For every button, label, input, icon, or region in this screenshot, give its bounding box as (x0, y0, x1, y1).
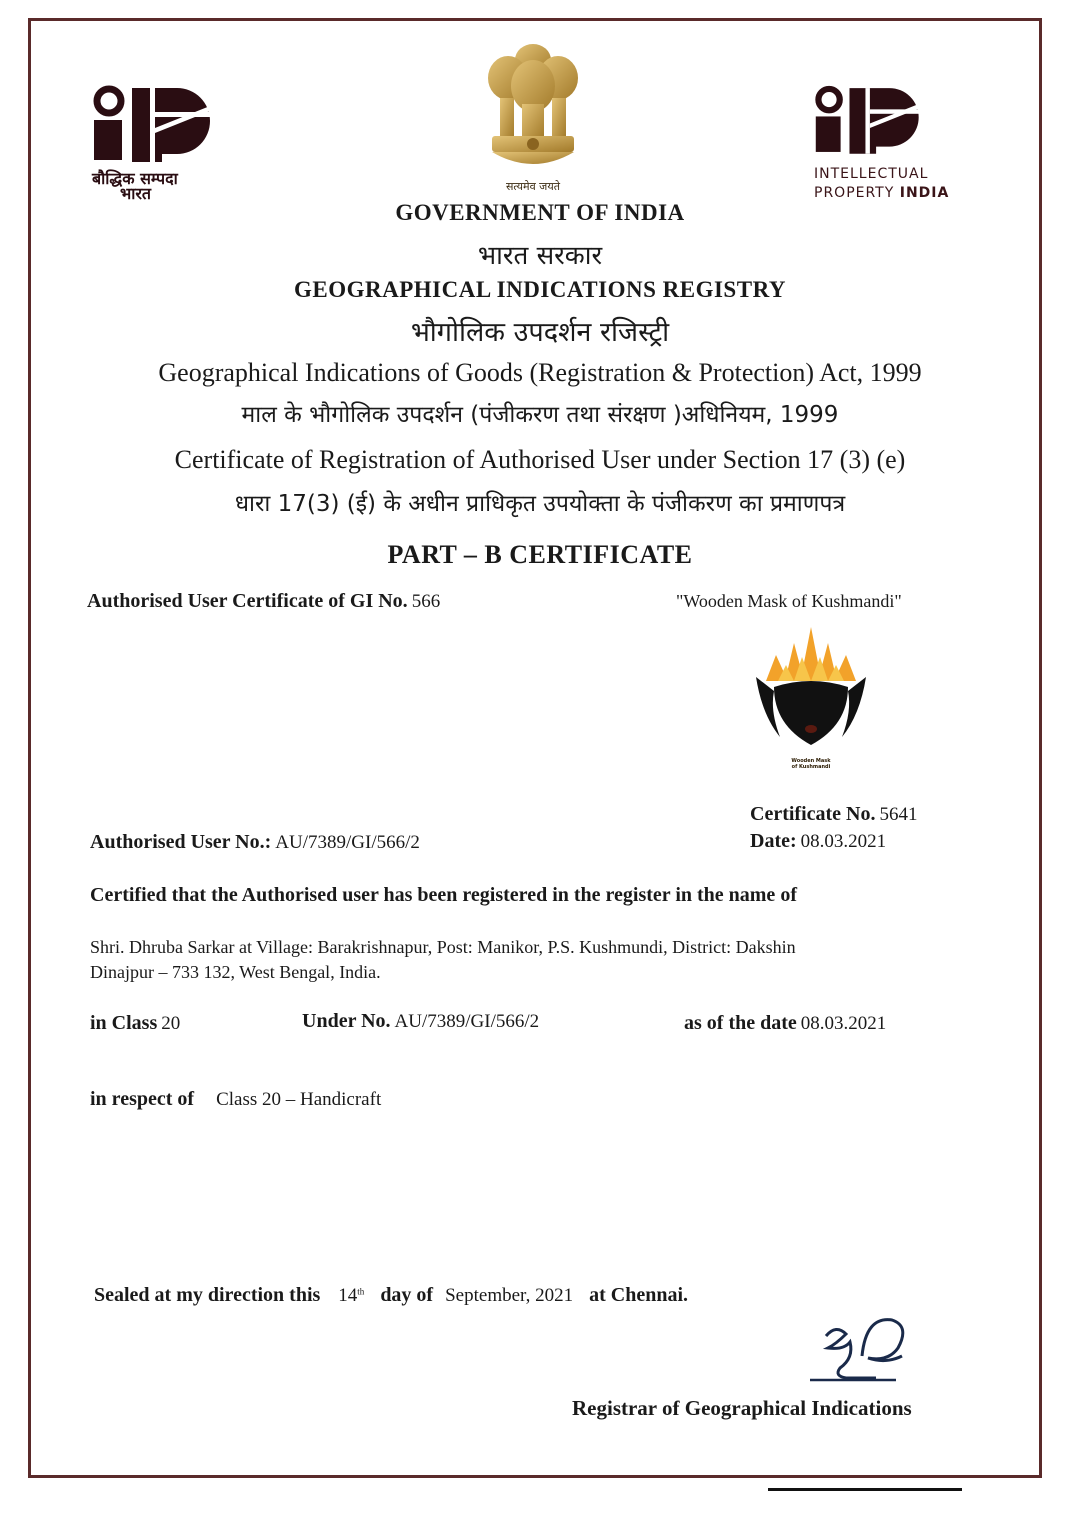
part-b-heading: PART – B CERTIFICATE (387, 540, 693, 569)
sealed-place: at Chennai. (589, 1284, 689, 1306)
bottom-rule (768, 1488, 962, 1491)
registrar-title: Registrar of Geographical Indications (572, 1396, 912, 1420)
in-respect-of-line (90, 1088, 381, 1111)
certificate-no-value: 5641 (879, 804, 918, 825)
mask-caption-1: Wooden Mask (791, 758, 831, 764)
act-title-hindi: माल के भौगोलिक उपदर्शन (पंजीकरण तथा संरक्षण )अधिनियम, 1999 (241, 402, 839, 428)
as-of-date-line (684, 1012, 886, 1035)
class-label: in Class (90, 1012, 158, 1034)
authorised-user-number-line (90, 831, 420, 854)
emblem-motto: सत्यमेव जयते (505, 180, 560, 193)
certificate-no-label: Certificate No. (750, 803, 876, 825)
under-number-line (302, 1010, 539, 1033)
certificate-date-value: 08.03.2021 (800, 831, 887, 852)
as-of-date-value: 08.03.2021 (800, 1013, 887, 1034)
address-line-1: Shri. Dhruba Sarkar at Village: Barakrishnapur, Post: Manikor, P.S. Kushmundi, District: Dakshin (90, 937, 796, 957)
sealed-day: 14 (338, 1285, 358, 1306)
ip-logo-line2b: INDIA (899, 185, 950, 201)
class-value: 20 (161, 1013, 181, 1034)
registry-title-hindi: भौगोलिक उपदर्शन रजिस्ट्री (410, 317, 670, 348)
address-line-2: Dinajpur – 733 132, West Bengal, India. (90, 962, 381, 982)
registry-title: GEOGRAPHICAL INDICATIONS REGISTRY (294, 277, 786, 302)
authorised-user-no-label: Authorised User No.: (90, 831, 272, 853)
as-of-date-label: as of the date (684, 1012, 797, 1034)
certified-statement: Certified that the Authorised user has been registered in the register in the name of (90, 884, 797, 906)
gi-label: Authorised User Certificate of GI No. (87, 590, 408, 612)
in-respect-of-value: Class 20 – Handicraft (216, 1089, 382, 1110)
sealed-month-year: September, 2021 (445, 1285, 574, 1306)
ip-india-logo-right (814, 84, 949, 203)
gi-number: 566 (411, 591, 441, 612)
ip-logo-icon (92, 84, 216, 164)
under-no-value: AU/7389/GI/566/2 (394, 1011, 540, 1032)
authorised-user-no-value: AU/7389/GI/566/2 (275, 832, 420, 853)
ip-logo-line1: INTELLECTUAL (814, 166, 929, 182)
gi-product-name: "Wooden Mask of Kushmandi" (676, 591, 902, 611)
ip-logo-hindi-line1: बौद्धिक सम्पदा (92, 169, 178, 188)
certificate-number-line (750, 803, 918, 826)
registrant-address (90, 935, 970, 985)
national-emblem (478, 38, 588, 194)
certificate-date-label: Date: (750, 830, 797, 852)
registrar-signature-icon (806, 1306, 916, 1396)
act-title: Geographical Indications of Goods (Registration & Protection) Act, 1999 (158, 358, 922, 387)
sealed-prefix: Sealed at my direction this (94, 1284, 321, 1306)
class-line (90, 1012, 180, 1035)
certificate-date-line (750, 830, 886, 853)
wooden-mask-icon (752, 625, 870, 753)
wooden-mask-logo (752, 625, 870, 770)
lion-capital-icon (478, 38, 588, 176)
sealed-line (94, 1284, 688, 1307)
certificate-title: Certificate of Registration of Authorised User under Section 17 (3) (e) (174, 445, 906, 474)
ip-logo-line2a: PROPERTY (814, 185, 895, 201)
certificate-title-hindi: धारा 17(3) (ई) के अधीन प्राधिकृत उपयोक्ता के पंजीकरण का प्रमाणपत्र (234, 491, 846, 517)
ip-logo-icon (814, 84, 924, 156)
in-respect-of-label: in respect of (90, 1088, 195, 1110)
gi-number-line (87, 590, 440, 613)
ip-india-logo-left (92, 84, 216, 201)
under-no-label: Under No. (302, 1010, 391, 1032)
mask-caption-2: of Kushmandi (791, 764, 831, 770)
government-title-hindi: भारत सरकार (477, 241, 603, 271)
sealed-day-suffix: th (357, 1286, 365, 1297)
sealed-day-of: day of (380, 1284, 434, 1306)
government-title: GOVERNMENT OF INDIA (395, 200, 685, 225)
ip-logo-hindi-line2: भारत (120, 184, 152, 203)
